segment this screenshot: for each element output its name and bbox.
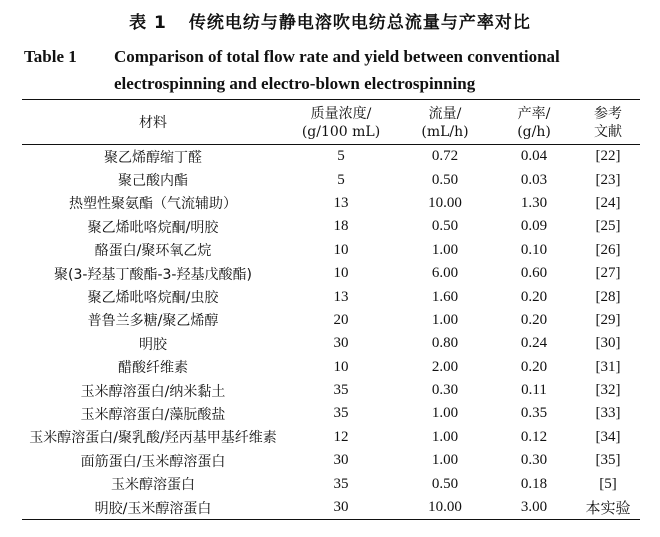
cell-flow: 1.60 xyxy=(431,288,459,305)
cell-material: 玉米醇溶蛋白/纳米黏土 xyxy=(80,383,226,400)
comparison-table xyxy=(22,99,640,520)
cell-yield: 0.11 xyxy=(521,382,547,399)
cell-flow: 1.00 xyxy=(431,311,459,328)
cell-reference: [25] xyxy=(595,218,621,235)
table-header xyxy=(22,100,640,145)
table-title-english xyxy=(24,43,644,97)
header-reference-line2: 文献 xyxy=(594,124,622,140)
cell-reference: [34] xyxy=(595,428,621,445)
cell-concentration: 10 xyxy=(333,265,349,282)
table-row xyxy=(22,192,640,215)
cell-material: 热塑性聚氨酯（气流辅助） xyxy=(69,196,237,213)
cell-reference: [23] xyxy=(595,171,621,188)
table-caption-chinese: 传统电纺与静电溶吹电纺总流量与产率对比 xyxy=(188,13,531,33)
cell-concentration: 30 xyxy=(333,452,349,469)
cell-concentration: 10 xyxy=(333,241,349,258)
cell-reference: [26] xyxy=(595,241,621,258)
cell-flow: 1.00 xyxy=(431,241,459,258)
header-reference-line1: 参考 xyxy=(594,106,622,122)
table-body xyxy=(22,145,640,520)
cell-flow: 2.00 xyxy=(431,358,459,375)
cell-flow: 0.50 xyxy=(431,171,459,188)
cell-yield: 0.18 xyxy=(520,475,548,492)
cell-yield: 0.20 xyxy=(520,288,548,305)
header-flow xyxy=(398,100,492,145)
cell-material: 玉米醇溶蛋白 xyxy=(111,477,195,494)
cell-reference: [27] xyxy=(595,265,621,282)
cell-concentration: 5 xyxy=(337,171,345,188)
cell-concentration: 18 xyxy=(333,218,349,235)
header-row xyxy=(22,100,640,145)
cell-material: 明胶/玉米醇溶蛋白 xyxy=(94,500,212,517)
cell-reference: [29] xyxy=(595,311,621,328)
cell-yield: 0.20 xyxy=(520,358,548,375)
cell-reference: 本实验 xyxy=(585,501,631,518)
table-row xyxy=(22,239,640,262)
cell-yield: 0.35 xyxy=(520,405,548,422)
cell-concentration: 5 xyxy=(337,148,345,165)
cell-material: 聚乙烯吡咯烷酮/明胶 xyxy=(87,219,219,236)
cell-yield: 0.30 xyxy=(520,452,548,469)
cell-reference: [31] xyxy=(595,358,621,375)
cell-reference: [22] xyxy=(595,148,621,165)
cell-material: 玉米醇溶蛋白/藻朊酸盐 xyxy=(80,406,226,423)
table-row xyxy=(22,309,640,332)
table-row xyxy=(22,426,640,449)
cell-yield: 0.03 xyxy=(520,171,548,188)
cell-reference: [5] xyxy=(599,475,617,492)
cell-reference: [28] xyxy=(595,288,621,305)
cell-reference: [24] xyxy=(595,194,621,211)
cell-flow: 6.00 xyxy=(431,265,459,282)
cell-yield: 3.00 xyxy=(520,499,548,516)
cell-yield: 0.12 xyxy=(520,428,548,445)
cell-reference: [32] xyxy=(595,382,621,399)
table-row xyxy=(22,379,640,402)
cell-concentration: 20 xyxy=(333,311,349,328)
table-row xyxy=(22,145,640,169)
cell-concentration: 30 xyxy=(333,499,349,516)
cell-concentration: 35 xyxy=(333,475,349,492)
table-number-english: Table 1 xyxy=(24,47,77,66)
cell-concentration: 12 xyxy=(333,428,349,445)
cell-material: 普鲁兰多糖/聚乙烯醇 xyxy=(87,313,219,330)
table-row xyxy=(22,402,640,425)
cell-reference: [30] xyxy=(595,335,621,352)
cell-material: 明胶 xyxy=(139,336,167,353)
cell-flow: 0.50 xyxy=(431,475,459,492)
cell-material: 聚己酸内酯 xyxy=(118,173,188,190)
table-row xyxy=(22,356,640,379)
cell-yield: 0.09 xyxy=(520,218,548,235)
header-material-label: 材料 xyxy=(139,115,167,131)
table-row xyxy=(22,215,640,238)
table-title-chinese xyxy=(0,8,660,33)
cell-material: 聚乙烯醇缩丁醛 xyxy=(104,149,202,166)
cell-concentration: 10 xyxy=(333,358,349,375)
cell-flow: 0.80 xyxy=(431,335,459,352)
cell-yield: 0.20 xyxy=(520,311,548,328)
table-row xyxy=(22,168,640,191)
cell-material: 聚乙烯吡咯烷酮/虫胶 xyxy=(87,290,219,307)
cell-concentration: 35 xyxy=(333,382,349,399)
header-yield-line2: (g/h) xyxy=(517,124,551,140)
cell-concentration: 35 xyxy=(333,405,349,422)
cell-yield: 0.10 xyxy=(520,241,548,258)
header-reference xyxy=(576,100,640,145)
cell-flow: 0.30 xyxy=(431,382,459,399)
cell-yield: 0.24 xyxy=(520,335,548,352)
header-concentration xyxy=(284,100,398,145)
cell-reference: [33] xyxy=(595,405,621,422)
cell-yield: 1.30 xyxy=(520,194,548,211)
cell-flow: 10.00 xyxy=(428,499,462,516)
cell-flow: 1.00 xyxy=(431,452,459,469)
cell-material: 醋酸纤维素 xyxy=(118,360,188,377)
cell-yield: 0.60 xyxy=(520,265,548,282)
cell-flow: 1.00 xyxy=(431,405,459,422)
cell-flow: 1.00 xyxy=(431,428,459,445)
table-caption-english: Comparison of total flow rate and yield between conventional electrospinning and electro-blown electrospinning xyxy=(114,47,560,93)
cell-flow: 10.00 xyxy=(428,194,462,211)
cell-concentration: 13 xyxy=(333,288,349,305)
header-concentration-line2: (g/100 mL) xyxy=(301,124,381,140)
cell-flow: 0.50 xyxy=(431,218,459,235)
header-yield-line1: 产率/ xyxy=(517,106,551,122)
table-row xyxy=(22,472,640,495)
cell-flow: 0.72 xyxy=(431,148,459,165)
header-flow-line2: (mL/h) xyxy=(421,124,469,140)
table-row xyxy=(22,496,640,520)
table-row xyxy=(22,449,640,472)
cell-material: 玉米醇溶蛋白/聚乳酸/羟丙基甲基纤维素 xyxy=(29,430,277,447)
header-material xyxy=(22,100,284,145)
cell-material: 面筋蛋白/玉米醇溶蛋白 xyxy=(80,453,226,470)
cell-yield: 0.04 xyxy=(520,148,548,165)
cell-concentration: 13 xyxy=(333,194,349,211)
cell-material: 聚(3-羟基丁酸酯-3-羟基戊酸酯) xyxy=(54,266,252,283)
header-yield xyxy=(492,100,576,145)
table-row xyxy=(22,262,640,285)
cell-reference: [35] xyxy=(595,452,621,469)
header-concentration-line1: 质量浓度/ xyxy=(310,106,372,122)
cell-concentration: 30 xyxy=(333,335,349,352)
table-number-chinese: 表 1 xyxy=(129,13,167,33)
header-flow-line1: 流量/ xyxy=(428,106,462,122)
cell-material: 酪蛋白/聚环氧乙烷 xyxy=(94,243,212,260)
table-row xyxy=(22,285,640,308)
table-row xyxy=(22,332,640,355)
